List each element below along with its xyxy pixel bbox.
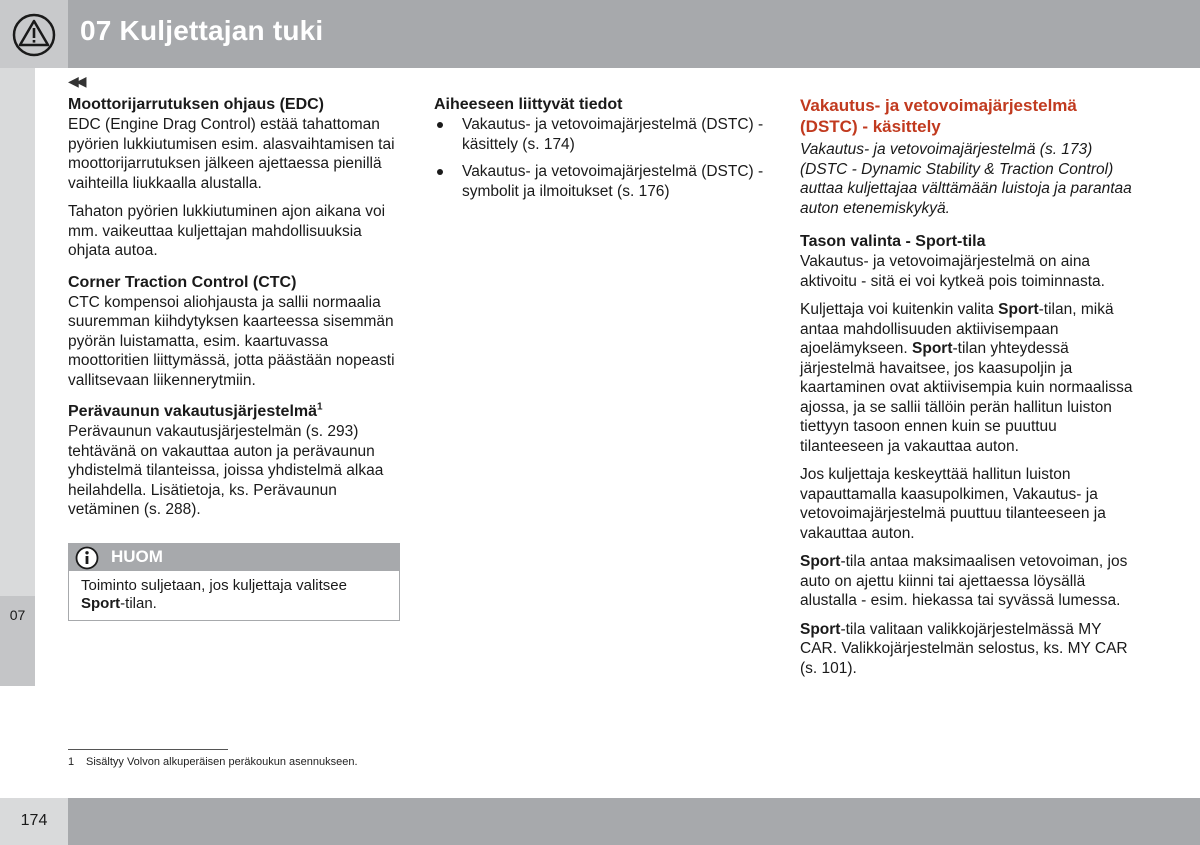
page-number: 174	[20, 812, 48, 829]
ctc-heading: Corner Traction Control (CTC)	[68, 273, 297, 291]
note-title: HUOM	[111, 547, 163, 566]
sport-paragraph-2	[800, 300, 1135, 456]
related-link-2[interactable]: Vakautus- ja vetovoimajärjestelmä (DSTC) - symbolit ja ilmoitukset (s. 176)	[434, 162, 774, 201]
note-box	[68, 543, 400, 621]
sport-heading: Tason valinta - Sport-tila	[800, 233, 986, 250]
column-left	[68, 95, 403, 529]
dstc-title: Vakautus- ja vetovoimajärjestelmä (DSTC) - käsittely	[800, 96, 1077, 136]
sport-paragraph-5	[800, 620, 1135, 679]
sport-bold-4: Sport	[800, 620, 841, 638]
p2-text-a: Kuljettaja voi kuitenkin valita	[800, 301, 999, 318]
note-text	[81, 577, 391, 613]
back-nav-icon[interactable]: ◀◀	[68, 73, 84, 89]
trailer-paragraph: Perävaunun vakautusjärjestelmän (s. 293) tehtävänä on vakauttaa auton ja perävaunun yhdistelmä tilanteissa, joissa yhdistelmä alkaa heilahdella. Lisätietoja, ks. Perävaunun vetäminen (s. 288).	[68, 423, 384, 518]
sport-paragraph-4	[800, 552, 1135, 611]
footnote-ref[interactable]: 1	[317, 401, 323, 413]
p5-text: -tila valitaan valikkojärjestelmässä MY CAR. Valikkojärjestelmän selostus, ks. MY CAR (s. 101).	[800, 620, 1128, 677]
p2-text-b: -tilan, mikä antaa mahdollisuuden aktiivisempaan ajoelämykseen.	[800, 301, 1114, 357]
chapter-sidebar	[0, 68, 35, 686]
related-list	[434, 115, 774, 201]
header-icon-box	[0, 0, 68, 68]
sport-paragraph-1: Vakautus- ja vetovoimajärjestelmä on aina aktivoitu - sitä ei voi kytkeä pois toiminnasta.	[800, 253, 1105, 290]
footnote-divider	[68, 749, 228, 750]
edc-paragraph-2: Tahaton pyörien lukkiutuminen ajon aikana voi mm. vaikeuttaa kuljettajan mahdollisuuksia ohjata autoa.	[68, 203, 386, 259]
page-footer	[0, 798, 1200, 845]
info-icon	[75, 546, 99, 570]
note-header	[69, 544, 399, 571]
edc-paragraph-1: EDC (Engine Drag Control) estää tahattoman pyörien lukkiutumisen esim. alasvaihtamisen tai moottorijarrutuksen jälkeen ajettaessa pienillä vaihteilla liukkaalla alustalla.	[68, 116, 395, 192]
page-title: 07 Kuljettajan tuki	[80, 15, 324, 46]
sport-bold-2: Sport	[912, 340, 953, 357]
column-right	[800, 95, 1135, 687]
footnote	[68, 756, 358, 768]
column-middle	[434, 95, 774, 209]
edc-heading: Moottorijarrutuksen ohjaus (EDC)	[68, 96, 325, 113]
sport-paragraph-3: Jos kuljettaja keskeyttää hallitun luiston vapauttamalla kaasupolkimen, Vakautus- ja vetovoimajärjestelmä puuttuu tilanteeseen ja vakauttaa auton.	[800, 466, 1106, 542]
dstc-intro: Vakautus- ja vetovoimajärjestelmä (s. 173) (DSTC - Dynamic Stability & Traction Control) auttaa kuljettajaa välttämään luistoja ja parantaa auton etenemiskykyä.	[800, 141, 1132, 217]
chapter-tab-label: 07	[9, 607, 26, 623]
note-text-pre: Toiminto suljetaan, jos kuljettaja valitsee	[81, 577, 347, 594]
p4-text: -tila antaa maksimaalisen vetovoiman, jos auto on ajettu kiinni tai ajettaessa löysällä alustalla - esim. hiekassa tai syvässä lumessa.	[800, 553, 1128, 609]
trailer-heading-text: Perävaunun vakautusjärjestelmä	[68, 403, 318, 420]
sport-bold-3: Sport	[800, 553, 841, 570]
warning-triangle-icon	[12, 13, 56, 57]
note-text-bold: Sport	[81, 595, 121, 612]
p2-text-c: -tilan yhteydessä järjestelmä havaitsee, jos kaasupoljin ja kaartaminen ovat aktiivisempia kuin normaalissa ajossa, ja se sallii tällöin perän hallitun luiston tiettyyn tasoon ennen kuin se puuttuu tilanteeseen ja vakauttaa auton.	[800, 340, 1133, 455]
related-link-1[interactable]: Vakautus- ja vetovoimajärjestelmä (DSTC) - käsittely (s. 174)	[434, 115, 774, 154]
footnote-text: Sisältyy Volvon alkuperäisen peräkoukun asennukseen.	[86, 756, 358, 768]
footnote-number: 1	[68, 756, 75, 768]
ctc-paragraph: CTC kompensoi aliohjausta ja sallii normaalia suuremman kiihdytyksen kaarteessa sisemmän pyörän luistamatta, esim. kaartuvassa moottoritien liittymässä, jotta päästään nopeasti vallitsevaan liikennerytmiin.	[68, 293, 395, 389]
related-heading: Aiheeseen liittyvät tiedot	[434, 96, 623, 113]
trailer-heading	[68, 402, 403, 422]
note-text-post: -tilan.	[120, 595, 157, 612]
sport-bold-1: Sport	[998, 301, 1039, 318]
